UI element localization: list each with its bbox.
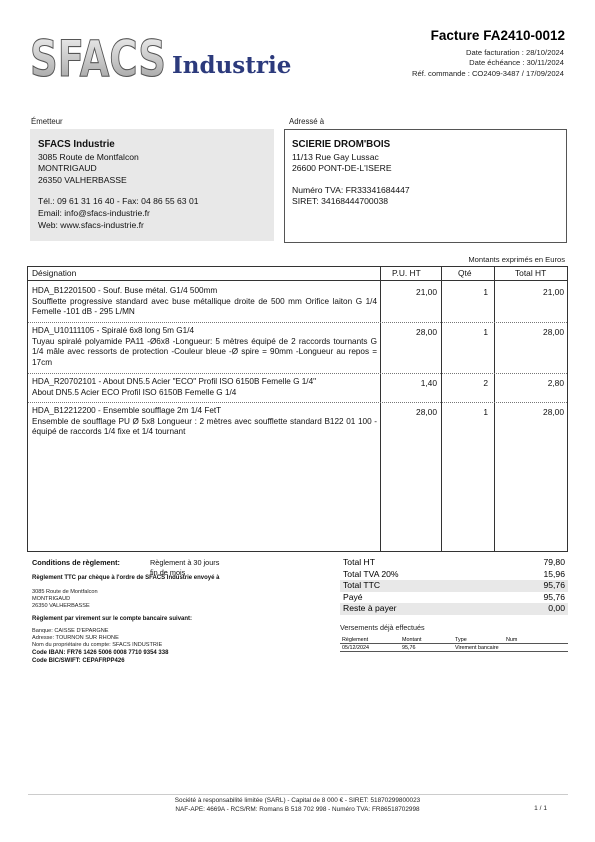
recipient-box bbox=[284, 129, 567, 243]
items-table bbox=[27, 266, 568, 552]
payments-header-type: Type bbox=[455, 637, 467, 643]
column-divider bbox=[494, 267, 495, 551]
total-label: Payé bbox=[343, 591, 363, 602]
account-owner: Nom du propriétaire du compte: SFACS INDUSTRIE bbox=[32, 642, 163, 649]
item-qty: 1 bbox=[483, 327, 488, 337]
sfacs-logo-mark bbox=[28, 30, 170, 88]
cheque-address-line2: MONTRIGAUD bbox=[32, 595, 71, 602]
payment-conditions bbox=[32, 558, 219, 665]
total-label: Reste à payer bbox=[343, 603, 397, 614]
bic-code: Code BIC/SWIFT: CEPAFRPP426 bbox=[32, 658, 125, 665]
footer bbox=[0, 796, 595, 814]
conditions-label: Conditions de règlement: bbox=[32, 558, 120, 567]
payment-date: 05/12/2024 bbox=[342, 645, 369, 651]
header-qty: Qté bbox=[458, 268, 472, 278]
item-unit-price: 28,00 bbox=[416, 407, 437, 417]
sender-phone-fax: Tél.: 09 61 31 16 40 - Fax: 04 86 55 63 01 bbox=[38, 196, 199, 207]
payments-header-amount: Montant bbox=[402, 637, 422, 643]
total-row bbox=[340, 569, 568, 581]
bank-name: Banque: CAISSE D'EPARGNE bbox=[32, 627, 109, 634]
recipient-siret: SIRET: 34168444700038 bbox=[292, 196, 389, 207]
footer-legal-line1: Société à responsabilité limitée (SARL) - Capital de 8 000 € - SIRET: 51870299800023 bbox=[174, 797, 421, 804]
total-value: 79,80 bbox=[543, 557, 565, 567]
recipient-vat: Numéro TVA: FR33341684447 bbox=[292, 184, 410, 195]
column-divider bbox=[441, 267, 442, 551]
transfer-title: Règlement par virement sur le compte bancaire suivant: bbox=[32, 616, 193, 623]
iban-code: Code IBAN: FR76 1426 5006 0008 7710 9354 338 bbox=[32, 650, 169, 657]
column-divider bbox=[380, 267, 381, 551]
conditions-value: Règlement à 30 jours fin de mois bbox=[150, 558, 220, 577]
item-description: HDA_B12212200 - Ensemble soufflage 2m 1/4 FetT Ensemble de soufflage PU Ø 5x8 Longueur : 2 mètres avec soufflette standard B122 01 100 - équipé de raccords 1/4 fixe et 1/4 tournant bbox=[32, 406, 377, 437]
payment-amount: 95,76 bbox=[402, 645, 416, 651]
currency-note: Montants exprimés en Euros bbox=[468, 255, 565, 264]
item-total: 2,80 bbox=[547, 378, 564, 388]
total-value: 95,76 bbox=[543, 591, 565, 602]
payment-row bbox=[340, 644, 568, 652]
item-description: HDA_B12201500 - Souf. Buse métal. G1/4 500mm Soufflette progressive standard avec buse métallique droite de 500 mm Orifice laiton G 1/4 Femelle -101 dB - 295 L/MN bbox=[32, 286, 377, 317]
item-unit-price: 1,40 bbox=[420, 378, 437, 388]
footer-divider bbox=[28, 794, 568, 795]
invoice-meta bbox=[412, 48, 564, 79]
cheque-address-line3: 26350 VALHERBASSE bbox=[32, 602, 90, 609]
logo-suffix: Industrie bbox=[172, 52, 292, 79]
payments-header-num: Num bbox=[506, 637, 518, 643]
item-qty: 1 bbox=[483, 287, 488, 297]
total-row bbox=[340, 603, 568, 615]
footer-legal-line2: NAF-APE: 4669A - RCS/RM: Romans B 518 702 998 - Numéro TVA: FR86518702998 bbox=[175, 806, 420, 813]
header-unit-price: P.U. HT bbox=[392, 268, 421, 278]
item-total: 21,00 bbox=[543, 287, 564, 297]
item-unit-price: 21,00 bbox=[416, 287, 437, 297]
item-unit-price: 28,00 bbox=[416, 327, 437, 337]
header-total: Total HT bbox=[515, 268, 547, 278]
total-label: Total TVA 20% bbox=[343, 568, 399, 579]
invoice-title: Facture FA2410-0012 bbox=[430, 28, 565, 43]
total-row bbox=[340, 592, 568, 604]
invoice-date: Date facturation : 28/10/2024 bbox=[466, 48, 564, 57]
table-header bbox=[28, 267, 567, 281]
sender-email: Email: info@sfacs-industrie.fr bbox=[38, 207, 150, 218]
bank-address: Adresse: TOURNON SUR RHONE bbox=[32, 634, 119, 641]
cheque-address-line1: 3085 Route de Montfalcon bbox=[32, 588, 98, 595]
payments-title: Versements déjà effectués bbox=[340, 623, 425, 632]
total-value: 0,00 bbox=[548, 603, 565, 614]
payments-block bbox=[340, 623, 568, 652]
item-description: HDA_U10111105 - Spiralé 6x8 long 5m G1/4 Tuyau spiralé polyamide PA11 -Ø6x8 -Longueur: 5 mètres équipé de 2 raccords tournants G 1/4 mâle avec ressorts de protection -Couleur bleue -Ø spire = 90mm -Longueur au repos = 17cm bbox=[32, 326, 377, 367]
total-label: Total HT bbox=[343, 557, 375, 567]
due-date: Date échéance : 30/11/2024 bbox=[469, 58, 564, 68]
row-separator bbox=[28, 373, 567, 374]
row-separator bbox=[28, 402, 567, 403]
totals-block bbox=[340, 557, 568, 615]
sender-label: Émetteur bbox=[31, 117, 63, 126]
item-total: 28,00 bbox=[543, 327, 564, 337]
company-logo bbox=[28, 30, 292, 88]
page-number: 1 / 1 bbox=[534, 805, 547, 812]
item-qty: 2 bbox=[483, 378, 488, 388]
header-designation: Désignation bbox=[32, 268, 77, 278]
total-row bbox=[340, 557, 568, 569]
sender-web: Web: www.sfacs-industrie.fr bbox=[38, 219, 144, 230]
payments-header-date: Règlement bbox=[342, 637, 369, 643]
recipient-address-line2: 26600 PONT-DE-L'ISERE bbox=[292, 163, 392, 174]
recipient-address-line1: 11/13 Rue Gay Lussac bbox=[292, 151, 379, 162]
sender-box bbox=[30, 129, 274, 241]
sender-address-line2: MONTRIGAUD bbox=[38, 163, 97, 174]
sender-address-line1: 3085 Route de Montfalcon bbox=[38, 151, 139, 162]
cheque-title: Règlement TTC par chèque à l'ordre de SFACS Industrie envoyé à bbox=[32, 575, 220, 581]
payments-header bbox=[340, 636, 568, 644]
sender-name: SFACS Industrie bbox=[38, 139, 115, 150]
total-value: 15,96 bbox=[543, 568, 565, 579]
item-total: 28,00 bbox=[543, 407, 564, 417]
total-label: Total TTC bbox=[343, 580, 381, 591]
item-description: HDA_R20702101 - About DN5.5 Acier "ECO" Profil ISO 6150B Femelle G 1/4" About DN5.5 Acier ECO Profil ISO 6150B Femelle G 1/4 bbox=[32, 377, 317, 397]
total-value: 95,76 bbox=[543, 580, 565, 591]
total-row bbox=[340, 580, 568, 592]
recipient-name: SCIERIE DROM'BOIS bbox=[292, 139, 391, 150]
recipient-label: Adressé à bbox=[289, 117, 325, 126]
logo-brand-text: SFACS bbox=[30, 30, 166, 88]
row-separator bbox=[28, 322, 567, 323]
order-reference: Réf. commande : CO2409-3487 / 17/09/2024 bbox=[412, 68, 564, 78]
item-qty: 1 bbox=[483, 407, 488, 417]
payment-type: Virement bancaire bbox=[455, 645, 499, 651]
sender-address-line3: 26350 VALHERBASSE bbox=[38, 174, 127, 185]
